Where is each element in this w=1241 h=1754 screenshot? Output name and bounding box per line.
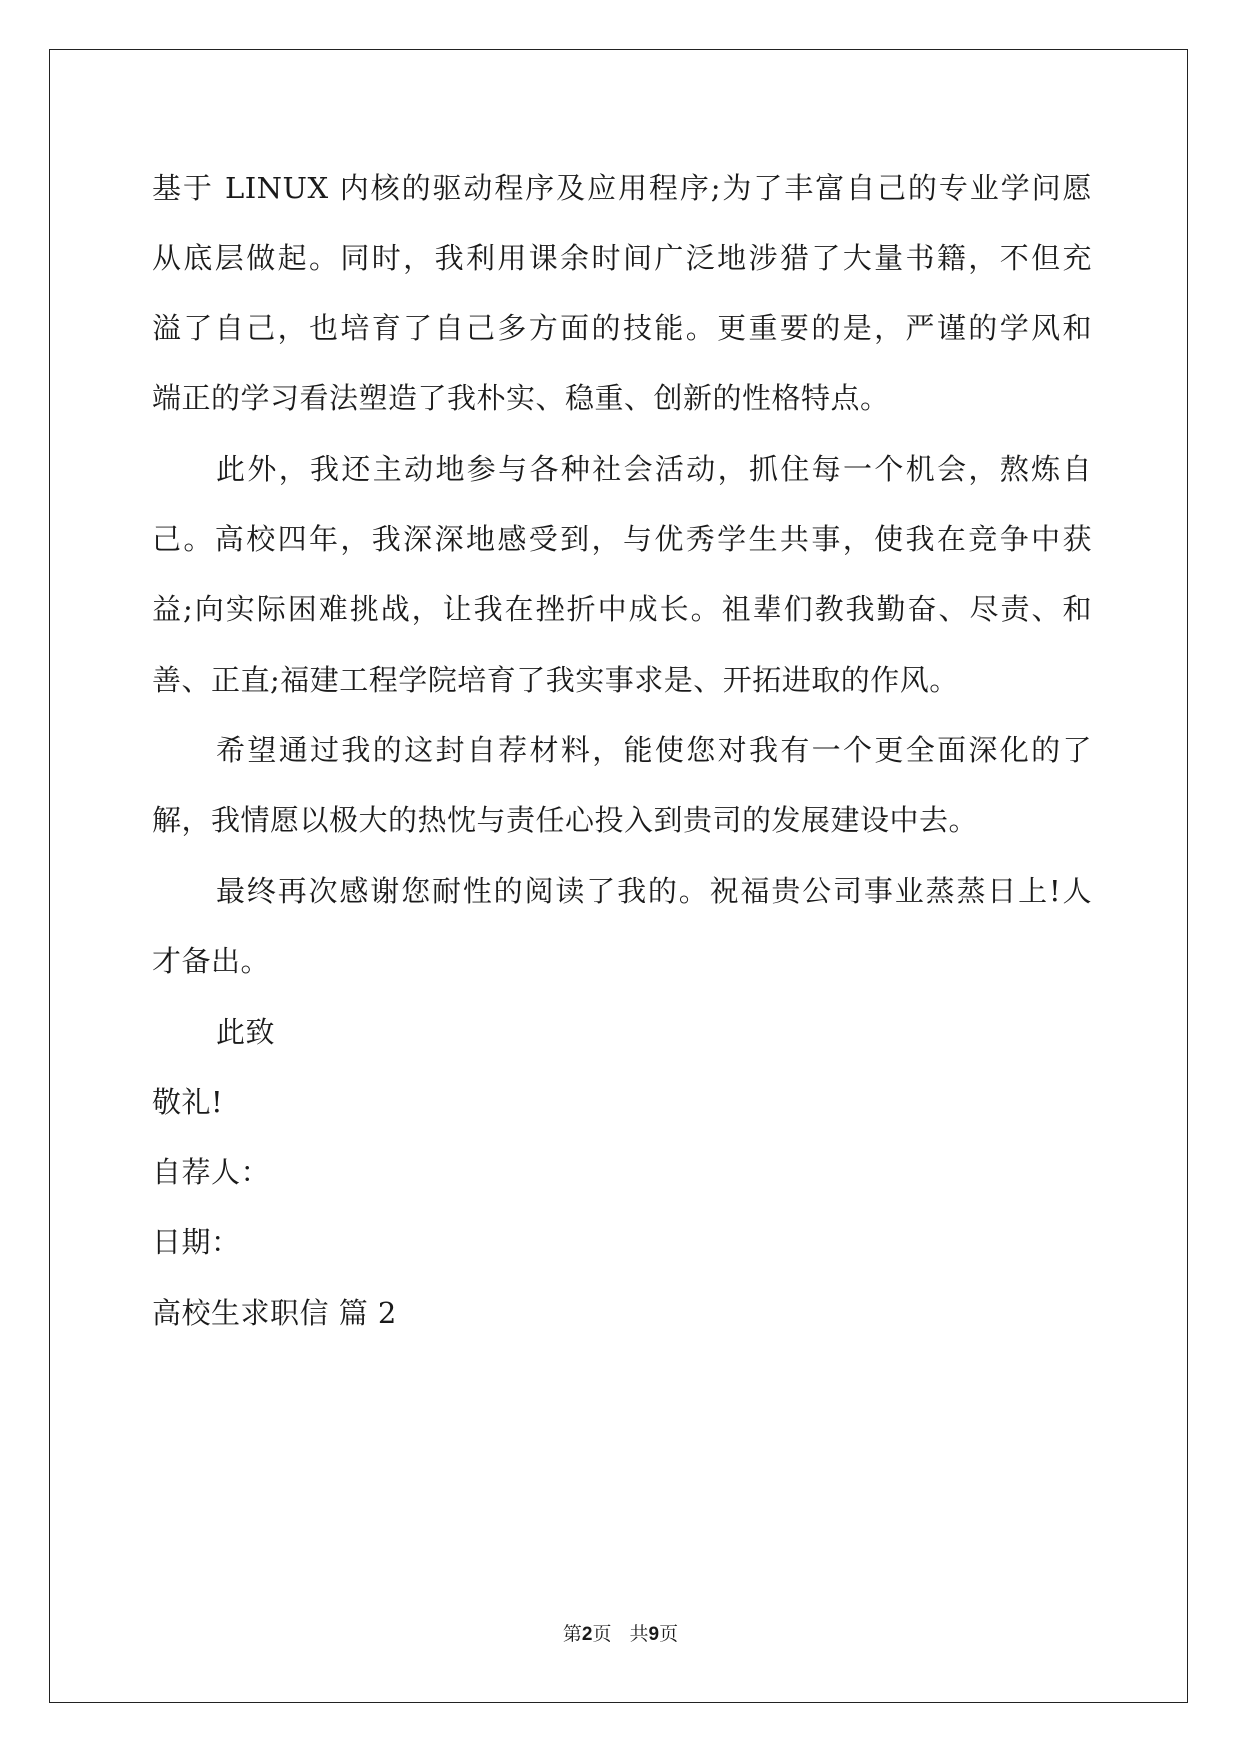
page-footer (0, 1622, 1241, 1647)
text-line: 溢了自己，也培育了自己多方面的技能。更重要的是，严谨的学风和 (152, 311, 1092, 345)
text-line: 善、正直;福建工程学院培育了我实事求是、开拓进取的作风。 (152, 663, 959, 697)
date-label: 日期： (152, 1225, 241, 1259)
paragraph-first-line: 此外，我还主动地参与各种社会活动，抓住每一个机会，熬炼自 (216, 452, 1092, 486)
text-line: 才备出。 (152, 944, 271, 978)
closing-salutation: 此致 (216, 1015, 276, 1049)
signature-label: 自荐人： (152, 1155, 271, 1189)
text-line: 己。高校四年，我深深地感受到，与优秀学生共事，使我在竞争中获 (152, 522, 1092, 556)
page-total: 9 (648, 1624, 660, 1645)
text-line: 基于 LINUX 内核的驱动程序及应用程序;为了丰富自己的专业学问愿 (152, 171, 1092, 205)
total-suffix: 页 (659, 1623, 679, 1645)
text-line: 益;向实际困难挑战，让我在挫折中成长。祖辈们教我勤奋、尽责、和 (152, 592, 1092, 626)
text-line: 端正的学习看法塑造了我朴实、稳重、创新的性格特点。 (152, 381, 890, 415)
text-line: 从底层做起。同时，我利用课余时间广泛地涉猎了大量书籍，不但充 (152, 241, 1092, 275)
page-current: 2 (581, 1624, 593, 1645)
page-prefix: 第 (562, 1623, 582, 1645)
section-heading: 高校生求职信 篇 2 (152, 1296, 397, 1330)
closing-regards: 敬礼! (152, 1085, 224, 1119)
paragraph-first-line: 最终再次感谢您耐性的阅读了我的。祝福贵公司事业蒸蒸日上!人 (216, 874, 1092, 908)
total-prefix: 共 (629, 1623, 649, 1645)
page-mid: 页 (592, 1623, 612, 1645)
paragraph-first-line: 希望通过我的这封自荐材料，能使您对我有一个更全面深化的了 (216, 733, 1092, 767)
text-line: 解，我情愿以极大的热忱与责任心投入到贵司的发展建设中去。 (152, 803, 979, 837)
